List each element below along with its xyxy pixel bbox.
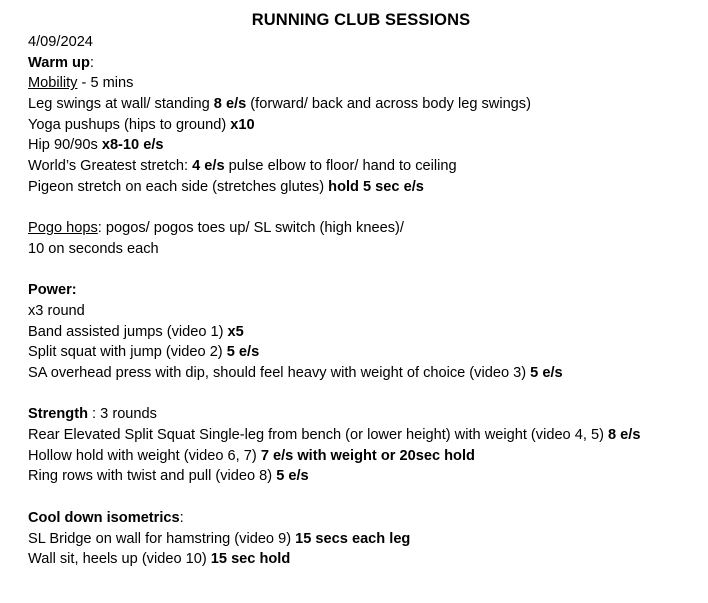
- power-item: [28, 342, 708, 363]
- item-dose: hold 5 sec e/s: [328, 178, 424, 195]
- item-text-after: (forward/ back and across body leg swings): [246, 96, 531, 113]
- power-rounds: x3 round: [28, 302, 85, 319]
- warmup-heading-text: Warm up: [28, 54, 90, 71]
- item-text: Split squat with jump (video 2): [28, 344, 227, 361]
- item-text-after: pulse elbow to floor/ hand to ceiling: [224, 158, 457, 175]
- session-date: 4/09/2024: [28, 34, 93, 50]
- item-dose: 5 e/s: [276, 468, 309, 485]
- pogo-label: Pogo hops: [28, 220, 98, 237]
- strength-item: [28, 466, 708, 487]
- pogo-line-2: 10 on seconds each: [28, 240, 159, 257]
- item-text: Leg swings at wall/ standing: [28, 96, 214, 113]
- pogo-line: [28, 218, 708, 239]
- power-heading: Power:: [28, 282, 77, 299]
- warmup-item: [28, 94, 708, 115]
- spacer: [28, 198, 708, 219]
- item-text: Wall sit, heels up (video 10): [28, 551, 211, 568]
- warmup-item: [28, 156, 708, 177]
- strength-item: [28, 446, 708, 467]
- warmup-heading: [28, 53, 708, 74]
- item-text: SA overhead press with dip, should feel heavy with weight of choice (video 3): [28, 365, 531, 381]
- warmup-item: [28, 115, 708, 136]
- strength-heading: [28, 404, 708, 425]
- strength-heading-text: Strength: [28, 406, 88, 423]
- item-dose: 8 e/s: [608, 427, 641, 444]
- mobility-duration: - 5 mins: [77, 75, 134, 92]
- warmup-heading-colon: :: [89, 54, 94, 71]
- spacer: [28, 260, 708, 281]
- pogo-description: : pogos/ pogos toes up/ SL switch (high knees)/: [97, 220, 404, 237]
- item-text: SL Bridge on wall for hamstring (video 9): [28, 530, 296, 547]
- page-title: RUNNING CLUB SESSIONS: [251, 11, 471, 29]
- mobility-label: Mobility: [28, 75, 78, 92]
- item-text: Ring rows with twist and pull (video 8): [28, 468, 277, 485]
- spacer: [28, 487, 708, 508]
- item-text: World’s Greatest stretch:: [28, 158, 193, 175]
- strength-rounds: : 3 rounds: [88, 406, 157, 423]
- item-text: Pigeon stretch on each side (stretches glutes): [28, 178, 329, 195]
- item-text: Band assisted jumps (video 1): [28, 323, 228, 340]
- cooldown-heading: [28, 508, 708, 529]
- item-text: Rear Elevated Split Squat Single-leg from bench (or lower height) with weight (video 4, 5): [28, 427, 608, 444]
- cooldown-heading-text: Cool down isometrics: [28, 509, 180, 526]
- spacer: [28, 384, 708, 405]
- item-dose: 7 e/s with weight or 20sec hold: [260, 447, 475, 464]
- cooldown-item: [28, 549, 708, 570]
- item-dose: 5 e/s: [226, 344, 260, 361]
- warmup-item: [28, 177, 708, 198]
- item-dose: x5: [227, 323, 244, 340]
- item-text: Hip 90/90s: [28, 137, 102, 154]
- item-text: Hollow hold with weight (video 6, 7): [28, 447, 261, 464]
- item-dose: 4 e/s: [192, 158, 225, 175]
- power-item: [28, 363, 708, 384]
- item-dose: 5 e/s: [530, 365, 563, 381]
- item-dose: x10: [230, 116, 255, 133]
- item-dose: 8 e/s: [213, 96, 247, 113]
- cooldown-item: [28, 529, 708, 550]
- item-dose: 15 secs each leg: [295, 530, 411, 547]
- mobility-line: [28, 73, 708, 94]
- power-item: [28, 322, 708, 343]
- strength-item: [28, 425, 708, 446]
- warmup-item: [28, 135, 708, 156]
- item-dose: 15 sec hold: [210, 551, 291, 568]
- item-text: Yoga pushups (hips to ground): [28, 116, 231, 133]
- item-dose: x8-10 e/s: [101, 137, 164, 154]
- cooldown-heading-colon: :: [179, 509, 184, 526]
